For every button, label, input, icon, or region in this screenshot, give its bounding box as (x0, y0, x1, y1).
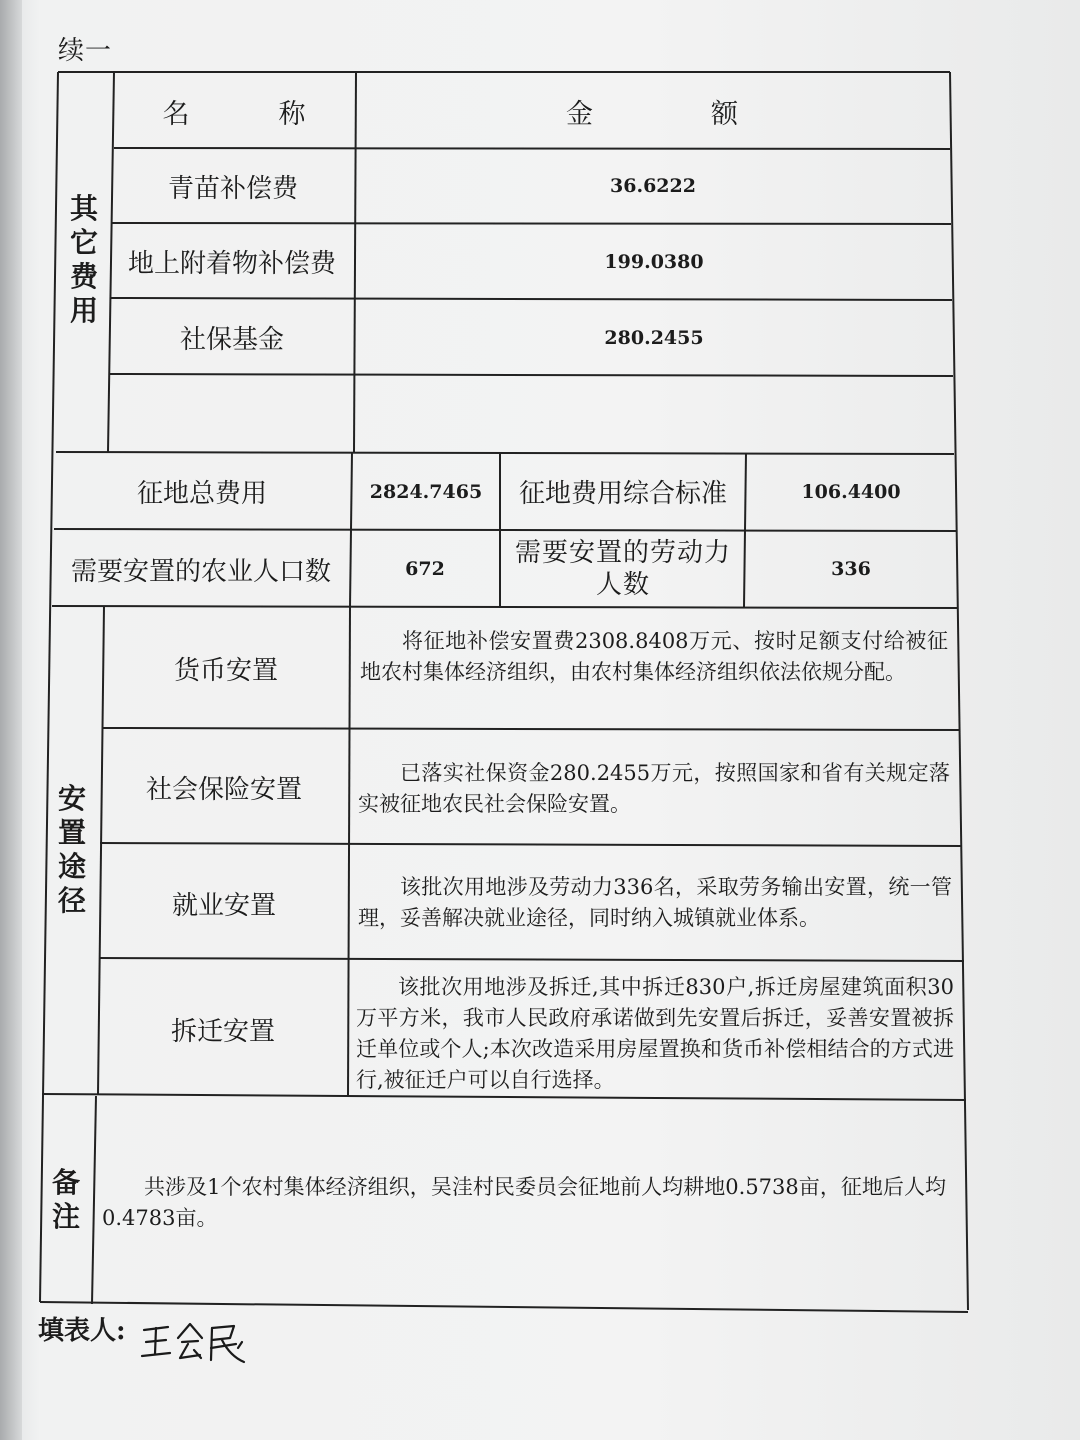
remarks-label (40, 1150, 92, 1250)
resettlement-item-label: 就业安置 (171, 890, 276, 921)
resettlement-item-label: 货币安置 (173, 656, 278, 686)
total-fee-value: 2824.7465 (369, 480, 483, 503)
total-fee-label: 征地总费用 (136, 479, 267, 509)
resettlement-item-label: 拆迁安置 (170, 1016, 275, 1047)
fee-row-amount: 36.6222 (610, 175, 696, 197)
handwritten-signature (138, 1318, 248, 1366)
fee-row-amount: 280.2455 (604, 326, 704, 349)
resettlement-item-text (352, 616, 958, 728)
section-char: 它 (69, 226, 98, 259)
section-char: 径 (57, 884, 86, 917)
resettlement-item-text (350, 748, 960, 844)
section-char: 注 (51, 1200, 80, 1233)
remarks-text (96, 1166, 962, 1256)
section-char: 途 (57, 850, 86, 883)
header-amount: 金 额 (566, 98, 740, 130)
resettlement-item-label: 社会保险安置 (145, 775, 302, 805)
fee-row-amount: 199.0380 (604, 250, 704, 273)
header-name: 名 称 (162, 98, 308, 130)
fee-row-name: 青苗补偿费 (167, 173, 298, 204)
continuation-label: 续一 (58, 36, 113, 66)
fee-row-name: 地上附着物补偿费 (127, 249, 336, 279)
paragraph: 该批次用地涉及拆迁,其中拆迁830户,拆迁房屋建筑面积30万平方米，我市人民政府承诺做到先安置后拆迁，妥善安置被拆迁单位或个人;本次改造采用房屋置换和货币补偿相结合的方式进行,被征迁户可以自行选择。 (356, 975, 954, 1092)
section-char: 安 (57, 782, 86, 815)
labor-label: 需要安置的劳动力人数 (514, 538, 731, 600)
section-char: 备 (51, 1166, 80, 1199)
section-char: 用 (69, 294, 98, 327)
paragraph: 将征地补偿安置费2308.8408万元、按时足额支付给被征地农村集体经济组织，由农村集体经济组织依法依规分配。 (360, 629, 948, 684)
paragraph: 共涉及1个农村集体经济组织，吴洼村民委员会征地前人均耕地0.5738亩，征地后人均0.4783亩。 (102, 1175, 946, 1230)
other-fees-section-label (58, 190, 110, 330)
section-char: 置 (57, 816, 86, 849)
resettlement-item-text (348, 962, 964, 1096)
fee-row-name: 社保基金 (179, 325, 284, 355)
section-char: 费 (69, 260, 98, 293)
paragraph: 已落实社保资金280.2455万元，按照国家和省有关规定落实被征地农民社会保险安置。 (358, 761, 950, 816)
resettlement-section-label (44, 780, 100, 920)
filler-label: 填表人: (38, 1316, 126, 1346)
section-char: 其 (69, 192, 98, 225)
standard-value: 106.4400 (801, 480, 901, 503)
agri-pop-label: 需要安置的农业人口数 (70, 556, 331, 587)
fee-row-amount (356, 376, 954, 452)
paragraph: 该批次用地涉及劳动力336名，采取劳务输出安置，统一管理，妥善解决就业途径，同时纳入城镇就业体系。 (358, 875, 952, 930)
agri-pop-value: 672 (405, 558, 445, 580)
resettlement-item-text (350, 862, 962, 958)
fee-row-name (108, 376, 354, 452)
standard-label: 征地费用综合标准 (518, 479, 727, 509)
labor-value: 336 (831, 558, 871, 580)
